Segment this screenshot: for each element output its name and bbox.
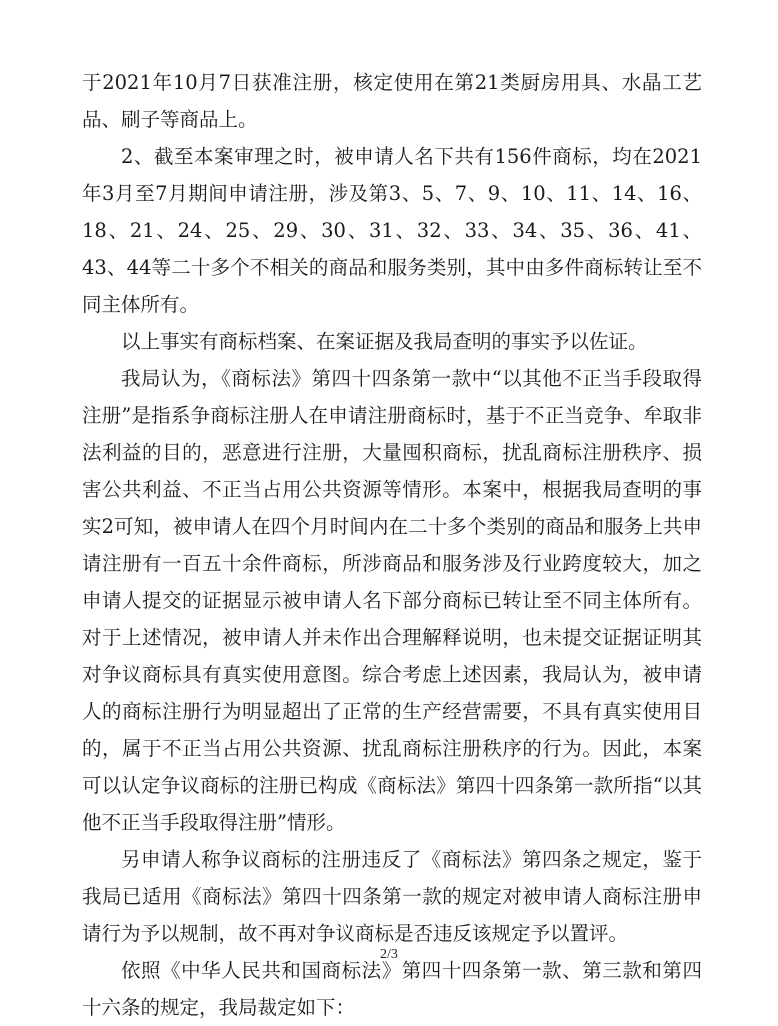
paragraph-article-4: 另申请人称争议商标的注册违反了《商标法》第四条之规定，鉴于我局已适用《商标法》第四十四条第一款的规定对被申请人商标注册申请行为予以规制，故不再对争议商标是否违反该规定予以置评。 bbox=[82, 848, 702, 945]
body-text bbox=[82, 64, 702, 1026]
paragraph-continuation: 于2021年10月7日获准注册，核定使用在第21类厨房用具、水晶工艺品、刷子等商品上。 bbox=[82, 71, 702, 131]
paragraph-evidence: 以上事实有商标档案、在案证据及我局查明的事实予以佐证。 bbox=[121, 330, 648, 353]
paragraph-reasoning: 我局认为，《商标法》第四十四条第一款中“以其他不正当手段取得注册”是指系争商标注册人在申请注册商标时，基于不正当竞争、牟取非法利益的目的，恶意进行注册，大量囤积商标，扰乱商标注册秩序、损害公共利益、不正当占用公共资源等情形。本案中，根据我局查明的事实2可知，被申请人在四个月时间内在二十多个类别的商品和服务上共申请注册有一百五十余件商标，所涉商品和服务涉及行业跨度较大，加之申请人提交的证据显示被申请人名下部分商标已转让至不同主体所有。对于上述情况，被申请人并未作出合理解释说明，也未提交证据证明其对争议商标具有真实使用意图。综合考虑上述因素，我局认为，被申请人的商标注册行为明显超出了正常的生产经营需要，不具有真实使用目的，属于不正当占用公共资源、扰乱商标注册秩序的行为。因此，本案可以认定争议商标的注册已构成《商标法》第四十四条第一款所指“以其他不正当手段取得注册”情形。 bbox=[82, 367, 702, 834]
page-number: 2/3 bbox=[380, 947, 398, 962]
paragraph-fact-2: 2、截至本案审理之时，被申请人名下共有156件商标，均在2021年3月至7月期间申请注册，涉及第3、5、7、9、10、11、14、16、18、21、24、25、29、30、31、32、33、34、35、36、41、43、44等二十多个不相关的商品和服务类别，其中由多件商标转让至不同主体所有。 bbox=[82, 145, 702, 316]
paragraph-ruling-basis: 依照《中华人民共和国商标法》第四十四条第一款、第三款和第四十六条的规定，我局裁定如下： bbox=[82, 959, 702, 1019]
